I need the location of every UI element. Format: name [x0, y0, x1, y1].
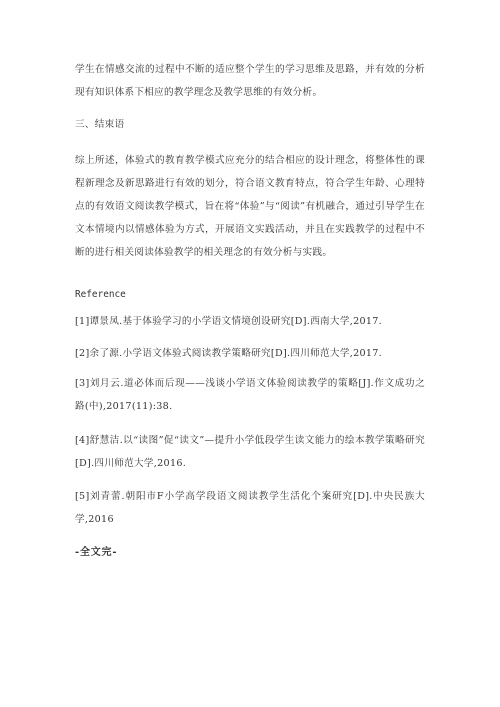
reference-item: [5]刘青蕾.朝阳市F小学高学段语文阅读教学生活化个案研究[D].中央民族大学,2016 [75, 491, 425, 525]
reference-item: [2]余了源.小学语文体验式阅读教学策略研究[D].四川师范大学,2017. [75, 348, 383, 359]
reference-item: [4]舒慧洁.以“读图”促“读文”—提升小学低段学生读文能力的绘本教学策略研究[D].四川师范大学,2016. [75, 435, 425, 469]
section-heading: 三、结束语 [75, 119, 125, 130]
document-end-marker: -全文完- [75, 547, 118, 558]
reference-item: [3]刘月云.道必体而后现——浅谈小学语文体验阅读教学的策略[J].作文成功之路(中),2017(11):38. [75, 378, 425, 412]
reference-item: [1]谭景凤.基于体验学习的小学语文情境创设研究[D].西南大学,2017. [75, 316, 383, 327]
reference-title: Reference [75, 289, 126, 300]
body-paragraph-conclusion: 综上所述，体验式的教育教学模式应充分的结合相应的设计理念，将整体性的课程新理念及新思路进行有效的划分，符合语文教育特点，符合学生年龄、心理特点的有效语文阅读教学模式，旨在将“体验”与“阅读”有机融合，通过引导学生在文本情境内以情感体验为方式，开展语文实践活动，并且在实践教学的过程中不断的进行相关阅读体验教学的相关理念的有效分析与实践。 [75, 155, 425, 258]
body-paragraph: 学生在情感交流的过程中不断的适应整个学生的学习思维及思路，并有效的分析现有知识体系下相应的教学理念及教学思维的有效分析。 [75, 64, 425, 98]
reference-section [75, 283, 425, 306]
